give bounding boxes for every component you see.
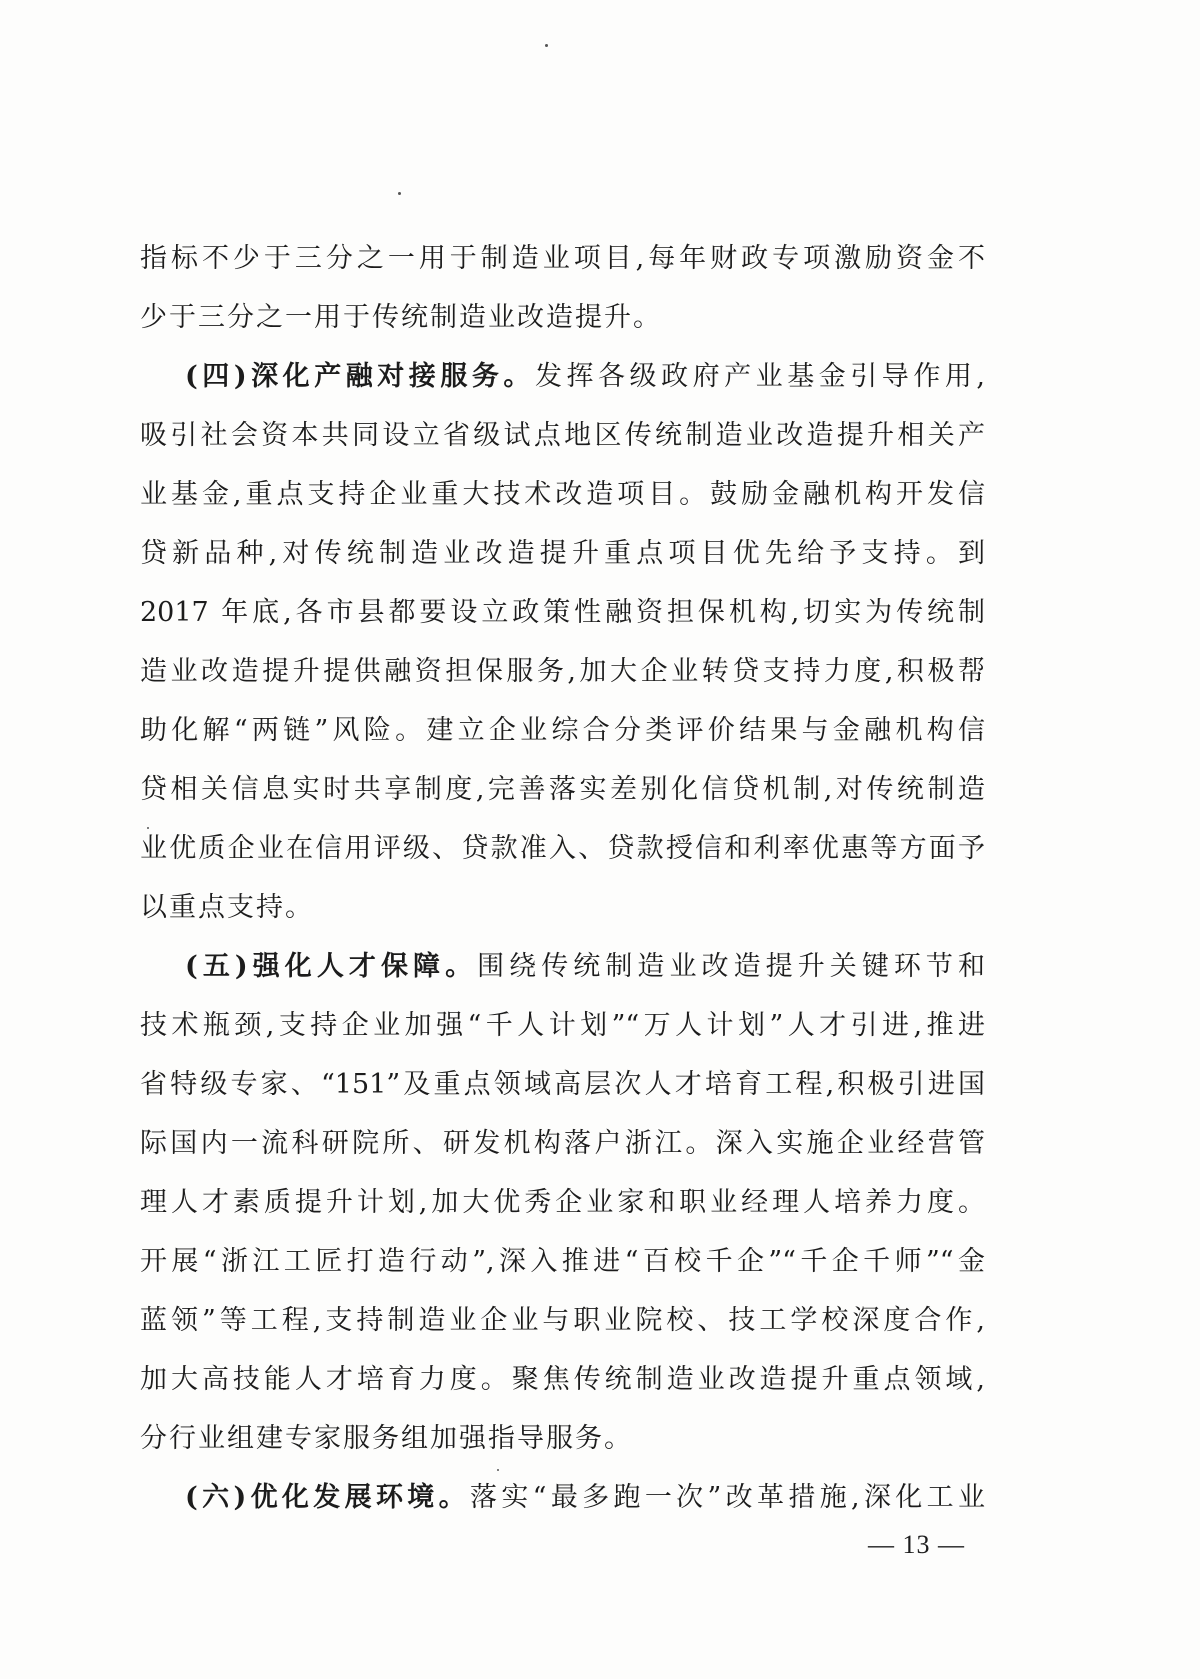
scan-speck [398,192,401,195]
body-text [140,229,985,1527]
body-line: 理人才素质提升计划,加大优秀企业家和职业经理人培养力度。 [140,1187,985,1218]
section-heading: (六)优化发展环境。 [185,1482,470,1513]
body-line-text: 发挥各级政府产业基金引导作用, [534,361,985,392]
body-line: 以重点支持。 [140,892,314,923]
body-line: 加大高技能人才培育力度。聚焦传统制造业改造提升重点领域, [140,1364,985,1395]
section-heading-line [140,1468,985,1527]
body-line: 助化解“两链”风险。建立企业综合分类评价结果与金融机构信 [140,715,985,746]
body-line-text: 围绕传统制造业改造提升关键环节和 [477,951,985,982]
body-line: 开展“浙江工匠打造行动”,深入推进“百校千企”“千企千师”“金 [140,1246,985,1277]
scan-speck [545,44,548,47]
body-line: 业基金,重点支持企业重大技术改造项目。鼓励金融机构开发信 [140,479,985,510]
body-line: 指标不少于三分之一用于制造业项目,每年财政专项激励资金不 [140,243,985,274]
body-line: 2017 年底,各市县都要设立政策性融资担保机构,切实为传统制 [140,597,985,628]
body-line: 省特级专家、“151”及重点领域高层次人才培育工程,积极引进国 [140,1069,985,1100]
section-heading-line [140,937,985,996]
body-line: 造业改造提升提供融资担保服务,加大企业转贷支持力度,积极帮 [140,656,985,687]
body-line: 际国内一流科研院所、研发机构落户浙江。深入实施企业经营管 [140,1128,985,1159]
body-line-text: 落实“最多跑一次”改革措施,深化工业 [469,1482,985,1513]
body-line: 吸引社会资本共同设立省级试点地区传统制造业改造提升相关产 [140,420,985,451]
body-line: 技术瓶颈,支持企业加强“千人计划”“万人计划”人才引进,推进 [140,1010,985,1041]
section-heading-line [140,347,985,406]
body-line: 少于三分之一用于传统制造业改造提升。 [140,302,662,333]
body-line: 业优质企业在信用评级、贷款准入、贷款授信和利率优惠等方面予 [140,833,985,864]
body-line: 蓝领”等工程,支持制造业企业与职业院校、技工学校深度合作, [140,1305,985,1336]
body-line: 分行业组建专家服务组加强指导服务。 [140,1423,633,1454]
body-line: 贷新品种,对传统制造业改造提升重点项目优先给予支持。到 [140,538,985,569]
page-number: — 13 — [868,1530,965,1559]
section-heading: (四)深化产融对接服务。 [185,361,535,392]
section-heading: (五)强化人才保障。 [185,951,478,982]
body-line: 贷相关信息实时共享制度,完善落实差别化信贷机制,对传统制造 [140,774,985,805]
